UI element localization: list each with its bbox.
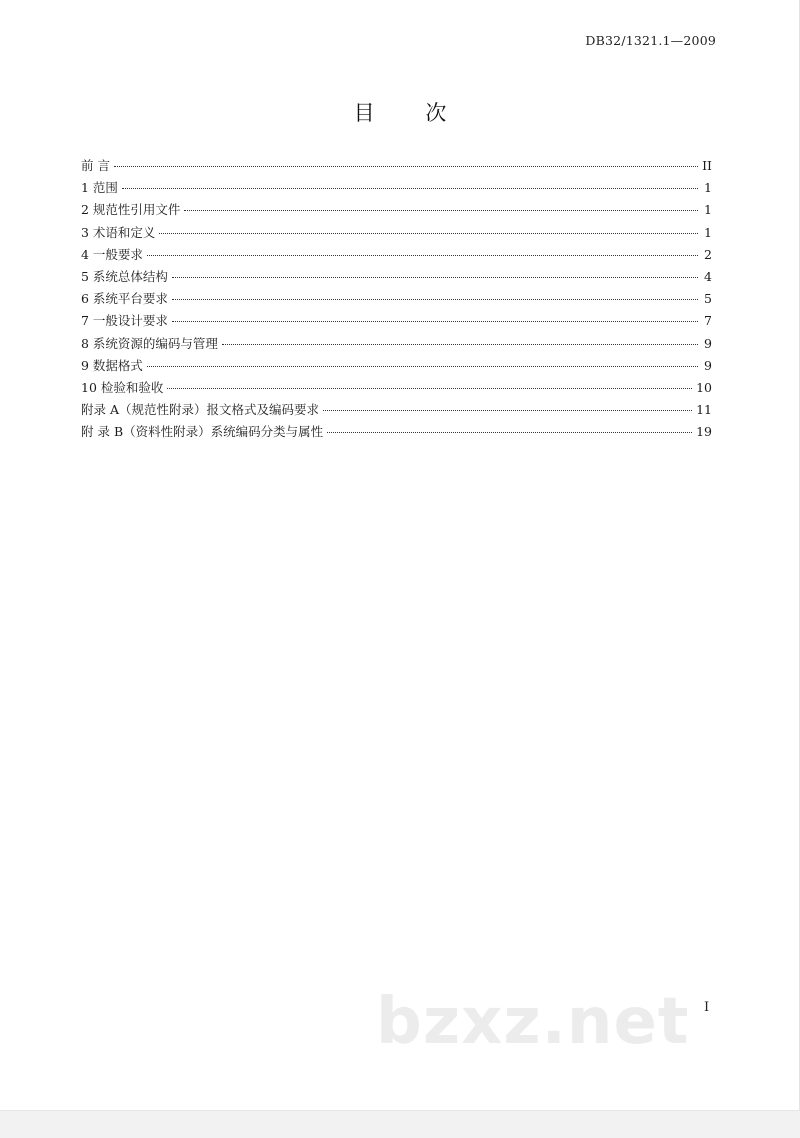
toc-entry-label: 9 数据格式 bbox=[81, 357, 143, 373]
toc-entry-label: 5 系统总体结构 bbox=[81, 268, 168, 284]
toc-entry-appendix-b[interactable] bbox=[81, 421, 712, 443]
toc-dot-leader bbox=[147, 255, 698, 256]
toc-entry-label: 附录 A（规范性附录）报文格式及编码要求 bbox=[81, 402, 320, 418]
toc-dot-leader bbox=[323, 410, 692, 411]
toc-entry-general-requirements[interactable] bbox=[81, 244, 712, 266]
toc-dot-leader bbox=[167, 388, 692, 389]
toc-entry-page: II bbox=[702, 158, 712, 173]
toc-entry-page: 10 bbox=[696, 379, 712, 395]
toc-entry-page: 11 bbox=[696, 402, 712, 418]
toc-entry-label: 4 一般要求 bbox=[81, 246, 143, 262]
toc-entry-system-structure[interactable] bbox=[81, 266, 712, 288]
toc-dot-leader bbox=[172, 277, 698, 278]
toc-entry-label: 10 检验和验收 bbox=[81, 379, 164, 395]
toc-entry-inspection-acceptance[interactable] bbox=[81, 377, 712, 399]
toc-entry-page: 1 bbox=[704, 180, 712, 196]
toc-dot-leader bbox=[184, 210, 698, 211]
toc-entry-appendix-a[interactable] bbox=[81, 399, 712, 421]
toc-entry-resource-coding[interactable] bbox=[81, 333, 712, 355]
toc-entry-page: 1 bbox=[704, 202, 712, 218]
watermark: bzxz.net bbox=[376, 985, 690, 1059]
toc-entry-page: 9 bbox=[704, 357, 712, 373]
toc-entry-design-requirements[interactable] bbox=[81, 310, 712, 332]
toc-entry-label: 7 一般设计要求 bbox=[81, 313, 168, 329]
toc-entry-label: 附 录 B（资料性附录）系统编码分类与属性 bbox=[81, 424, 324, 440]
toc-entry-terms-definitions[interactable] bbox=[81, 222, 712, 244]
toc-entry-platform-requirements[interactable] bbox=[81, 288, 712, 310]
toc-entry-page: 4 bbox=[704, 268, 712, 284]
toc-dot-leader bbox=[172, 321, 698, 322]
toc-dot-leader bbox=[327, 432, 692, 433]
toc-dot-leader bbox=[172, 299, 698, 300]
toc-dot-leader bbox=[114, 166, 698, 167]
toc-entry-label: 6 系统平台要求 bbox=[81, 291, 168, 307]
toc-list bbox=[81, 155, 712, 443]
document-code: DB32/1321.1—2009 bbox=[585, 33, 716, 48]
toc-entry-label: 2 规范性引用文件 bbox=[81, 202, 181, 218]
toc-dot-leader bbox=[122, 188, 698, 189]
toc-dot-leader bbox=[159, 233, 698, 234]
toc-entry-data-format[interactable] bbox=[81, 355, 712, 377]
toc-dot-leader bbox=[222, 344, 698, 345]
toc-entry-label: 8 系统资源的编码与管理 bbox=[81, 335, 218, 351]
toc-entry-scope[interactable] bbox=[81, 177, 712, 199]
toc-entry-label: 1 范围 bbox=[81, 180, 118, 196]
toc-dot-leader bbox=[147, 366, 698, 367]
toc-entry-page: 9 bbox=[704, 335, 712, 351]
toc-entry-label: 3 术语和定义 bbox=[81, 224, 156, 240]
viewer-bottom-bar bbox=[0, 1110, 800, 1138]
toc-entry-foreword[interactable] bbox=[81, 155, 712, 177]
toc-entry-page: 7 bbox=[704, 313, 712, 329]
page-number: I bbox=[704, 1000, 710, 1015]
toc-entry-label: 前 言 bbox=[81, 158, 110, 173]
toc-title: 目 次 bbox=[353, 101, 469, 125]
toc-entry-page: 1 bbox=[704, 224, 712, 240]
toc-entry-page: 2 bbox=[704, 246, 712, 262]
toc-entry-page: 19 bbox=[696, 424, 712, 440]
toc-entry-page: 5 bbox=[704, 291, 712, 307]
toc-entry-normative-references[interactable] bbox=[81, 199, 712, 221]
